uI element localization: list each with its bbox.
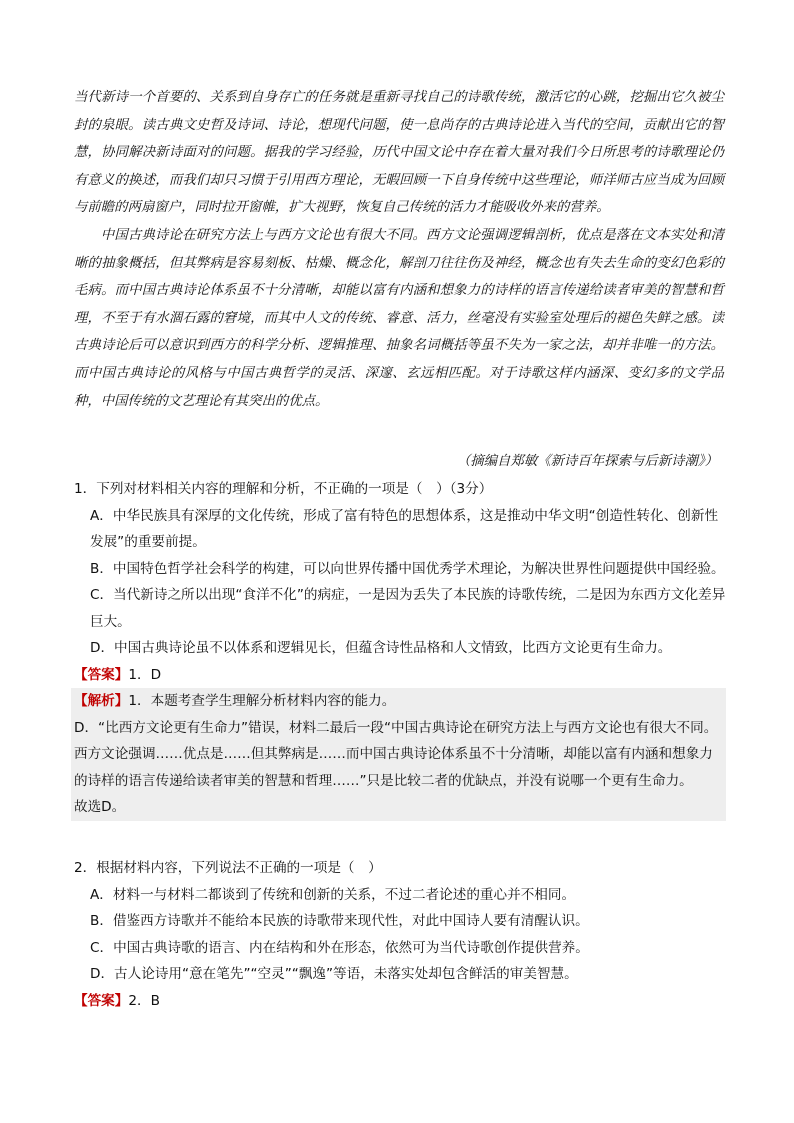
question-1-stem: 1．下列对材料相关内容的理解和分析，不正确的一项是（ ）（3分）	[74, 481, 493, 497]
question-2-stem: 2．根据材料内容，下列说法不正确的一项是（ ）	[74, 860, 382, 876]
question-2-option-c: C．中国古典诗歌的语言、内在结构和外在形态，依然可为当代诗歌创作提供营养。	[90, 939, 589, 956]
question-1-option-a: A．中华民族具有深厚的文化传统，形成了富有特色的思想体系，这是推动中华文明“创造性转化、创新性发展”的重要前提。	[90, 507, 719, 550]
question-1-option-c: C．当代新诗之所以出现“食洋不化”的病症，一是因为丢失了本民族的诗歌传统，二是因为东西方文化差异巨大。	[90, 587, 726, 630]
question-1-option-b: B．中国特色哲学社会科学的构建，可以向世界传播中国优秀学术理论，为解决世界性问题提供中国经验。	[90, 560, 725, 577]
question-1-analysis	[71, 688, 726, 821]
analysis-tag: 【解析】	[74, 693, 129, 709]
analysis-line-2: D．“比西方文论更有生命力”错误，材料二最后一段“中国古典诗论在研究方法上与西方文论也有很大不同。西方文论强调……优点是……但其弊病是……而中国古典诗论体系虽不十分清晰，却能以富有内涵和想象力的诗样的语言传递给读者审美的智慧和哲理……”只是比较二者的优缺点，并没有说哪一个更有生命力。	[74, 719, 718, 789]
passage-source: （摘编自郑敏《新诗百年探索与后新诗潮》）	[456, 454, 718, 469]
question-1	[74, 476, 726, 821]
analysis-line-1: 1．本题考查学生理解分析材料内容的能力。	[128, 693, 396, 709]
reading-passage	[74, 84, 724, 415]
question-2	[74, 855, 726, 1014]
answer-tag: 【答案】	[74, 992, 129, 1009]
question-1-option-d: D．中国古典诗论虽不以体系和逻辑见长，但蕴含诗性品格和人文情致，比西方文论更有生命力。	[90, 640, 672, 656]
question-1-answer	[74, 662, 726, 689]
answer-value: 2．B	[128, 992, 160, 1009]
answer-tag: 【答案】	[74, 666, 129, 683]
question-2-option-a: A．材料一与材料二都谈到了传统和创新的关系，不过二者论述的重心并不相同。	[90, 886, 576, 903]
answer-value: 1．D	[128, 666, 162, 683]
passage-paragraph-2: 中国古典诗论在研究方法上与西方文论也有很大不同。西方文论强调逻辑剖析，优点是落在文本实处和清晰的抽象概括，但其弊病是容易刻板、枯燥、概念化，解剖刀往往伤及神经，概念也有失去生命的变幻色彩的毛病。而中国古典诗论体系虽不十分清晰，却能以富有内涵和想象力的诗样的语言传递给读者审美的智慧和哲理，不至于有水涸石露的窘境，而其中人文的传统、睿意、活力，丝毫没有实验室处理后的褪色失鲜之感。读古典诗论后可以意识到西方的科学分析、逻辑推理、抽象名词概括等虽不失为一家之法，却并非唯一的方法。而中国古典诗论的风格与中国古典哲学的灵活、深邃、玄远相匹配。对于诗歌这样内涵深、变幻多的文学品种，中国传统的文艺理论有其突出的优点。	[74, 227, 724, 409]
question-2-option-b: B．借鉴西方诗歌并不能给本民族的诗歌带来现代性，对此中国诗人要有清醒认识。	[90, 913, 589, 929]
question-2-option-d: D．古人论诗用“意在笔先”“空灵”“飘逸”等语，未落实处却包含鲜活的审美智慧。	[90, 966, 578, 982]
passage-paragraph-1: 当代新诗一个首要的、关系到自身存亡的任务就是重新寻找自己的诗歌传统，激活它的心跳，挖掘出它久被尘封的泉眼。读古典文史哲及诗词、诗论，想现代问题，使一息尚存的古典诗论进入当代的空间，贡献出它的智慧，协同解决新诗面对的问题。据我的学习经验，历代中国文论中存在着大量对我们今日所思考的诗歌理论仍有意义的换述，而我们却只习惯于引用西方理论，无暇回顾一下自身传统中这些理论，师洋师古应当成为回顾与前瞻的两扇窗户，同时拉开窗帷，扩大视野，恢复自己传统的活力才能吸收外来的营养。	[74, 90, 724, 216]
question-2-answer	[74, 988, 726, 1015]
analysis-line-3: 故选D。	[74, 799, 126, 815]
